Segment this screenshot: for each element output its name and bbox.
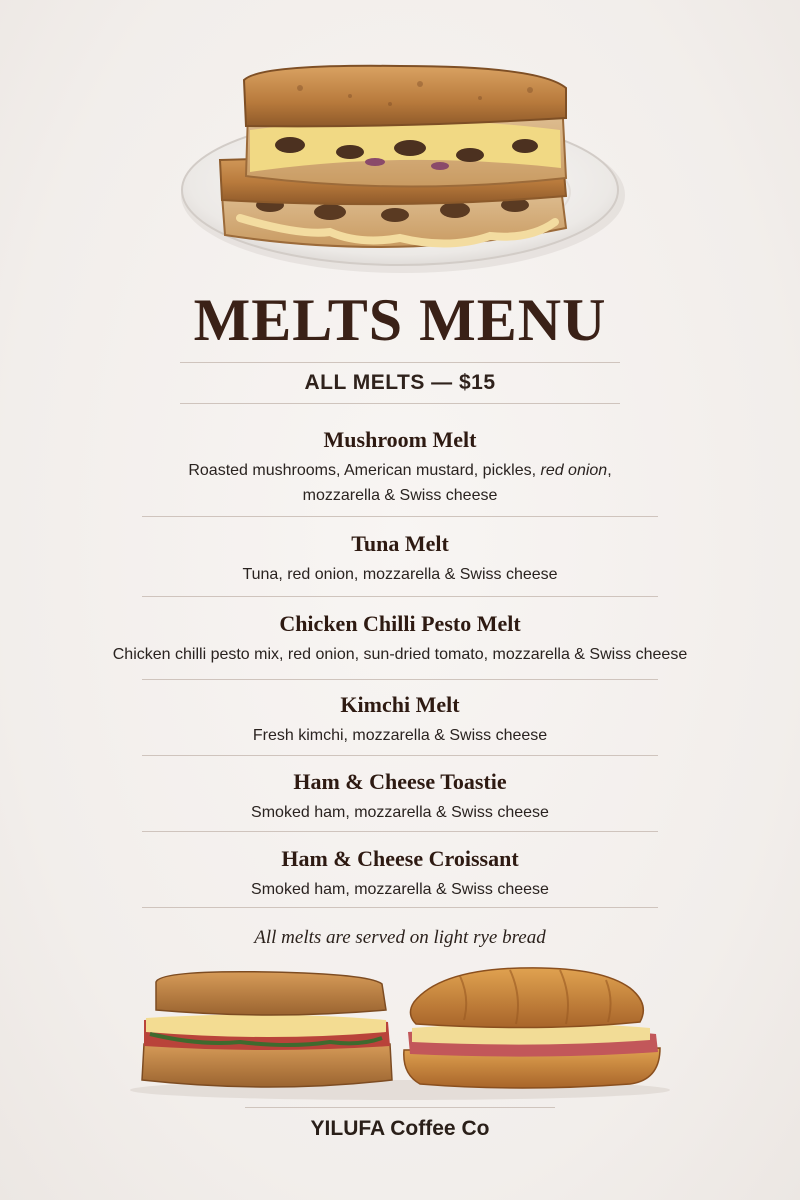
- item-description: Smoked ham, mozzarella & Swiss cheese: [251, 804, 549, 821]
- menu-item: [60, 610, 740, 667]
- brand-name: YILUFA Coffee Co: [310, 1117, 490, 1140]
- divider-footer: [245, 1107, 555, 1108]
- divider-top: [180, 362, 620, 363]
- item-name: Ham & Cheese Croissant: [281, 846, 519, 871]
- menu-item: [90, 768, 710, 825]
- item-name: Mushroom Melt: [323, 427, 477, 452]
- item-divider: [142, 516, 658, 517]
- bread-footnote: All melts are served on light rye bread: [254, 927, 546, 948]
- item-description-emphasis: red onion: [540, 462, 608, 479]
- item-name: Chicken Chilli Pesto Melt: [279, 611, 521, 636]
- item-description: Smoked ham, mozzarella & Swiss cheese: [251, 881, 549, 898]
- item-description: Chicken chilli pesto mix, red onion, sun-dried tomato, mozzarella & Swiss cheese: [112, 646, 688, 663]
- item-description: [90, 458, 710, 508]
- item-divider: [142, 907, 658, 908]
- menu-item: [90, 530, 710, 587]
- item-divider: [142, 596, 658, 597]
- item-description-punct: ,: [607, 462, 612, 479]
- item-name: Ham & Cheese Toastie: [293, 769, 507, 794]
- item-name: Tuna Melt: [351, 531, 449, 556]
- price-line: ALL MELTS — $15: [304, 371, 496, 394]
- item-divider: [142, 831, 658, 832]
- toastie-icon: [142, 972, 392, 1087]
- hero-sandwich-image: [0, 0, 800, 290]
- item-description: Tuna, red onion, mozzarella & Swiss cheese: [242, 566, 558, 583]
- menu-item: [90, 426, 710, 508]
- menu-item: [90, 845, 710, 902]
- menu-item: [90, 691, 710, 748]
- item-divider: [142, 679, 658, 680]
- item-description-text: mozzarella & Swiss cheese: [302, 487, 498, 504]
- item-name: Kimchi Melt: [340, 692, 460, 717]
- menu-title: MELTS MENU: [193, 287, 607, 353]
- croissant-icon: [404, 968, 660, 1088]
- item-description-text: Roasted mushrooms, American mustard, pickles,: [188, 462, 541, 479]
- divider-under-price: [180, 403, 620, 404]
- bottom-sandwiches-image: [120, 962, 680, 1102]
- item-divider: [142, 755, 658, 756]
- item-description: Fresh kimchi, mozzarella & Swiss cheese: [252, 727, 548, 744]
